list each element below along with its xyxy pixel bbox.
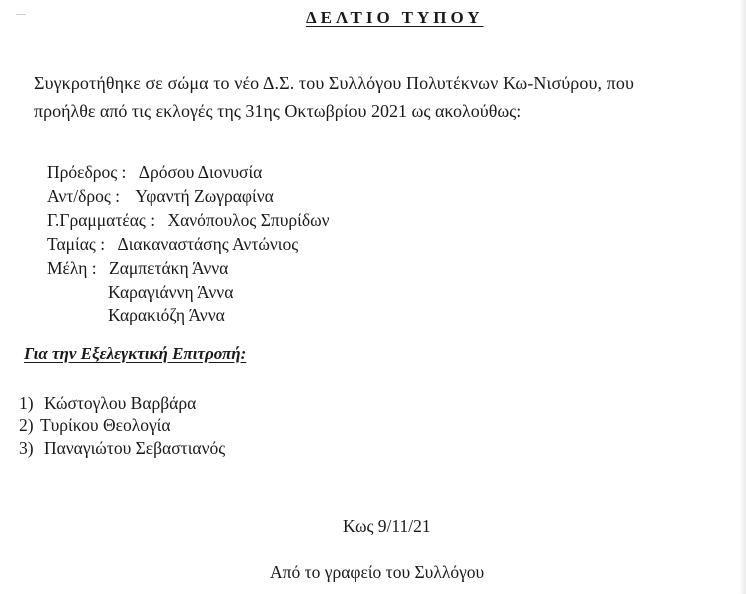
board-role-label: Πρόεδρος : bbox=[47, 162, 127, 182]
committee-number: 1) bbox=[19, 393, 34, 413]
place-date: Κως 9/11/21 bbox=[343, 516, 431, 536]
board-row-vice-president bbox=[47, 186, 274, 207]
board-role-label: Αντ/δρος : bbox=[47, 186, 121, 206]
committee-number: 2) bbox=[19, 415, 34, 435]
scan-mark bbox=[16, 14, 26, 15]
committee-number: 3) bbox=[19, 438, 34, 458]
committee-name: Κώστογλου Βαρβάρα bbox=[43, 393, 197, 413]
intro-line-1: Συγκροτήθηκε σε σώμα το νέο Δ.Σ. του Συλλόγου Πολυτέκνων Κω-Νισύρου, που bbox=[34, 73, 634, 93]
intro-line-2: προήλθε από τις εκλογές της 31ης Οκτωβρίου 2021 ως ακολούθως: bbox=[34, 101, 522, 121]
committee-member-3 bbox=[19, 438, 225, 459]
committee-member-1 bbox=[19, 393, 196, 414]
board-row-secretary bbox=[47, 210, 330, 231]
board-member-name: Χανόπουλος Σπυρίδων bbox=[167, 210, 330, 230]
board-row-member-2 bbox=[108, 282, 233, 303]
board-row-treasurer bbox=[47, 234, 298, 255]
board-member-name: Καρακιόζη Άννα bbox=[108, 305, 225, 325]
board-role-label: Ταμίας : bbox=[47, 234, 106, 254]
committee-heading: Για την Εξελεγκτική Επιτροπή: bbox=[24, 344, 247, 363]
board-row-member-3 bbox=[108, 305, 225, 326]
board-role-label: Μέλη : bbox=[47, 258, 97, 278]
page-edge-shadow bbox=[740, 0, 746, 594]
board-row-president bbox=[47, 162, 262, 183]
board-role-label: Γ.Γραμματέας : bbox=[47, 210, 156, 230]
document-title: ΔΕΛΤΙΟ ΤΥΠΟΥ bbox=[306, 8, 484, 27]
board-member-name: Ζαμπετάκη Άννα bbox=[109, 258, 229, 278]
board-member-name: Δρόσου Διονυσία bbox=[138, 162, 263, 182]
signature-line: Από το γραφείο του Συλλόγου bbox=[270, 562, 485, 582]
board-member-name: Υφαντή Ζωγραφίνα bbox=[135, 186, 274, 206]
board-member-name: Καραγιάννη Άννα bbox=[108, 282, 234, 302]
committee-name: Παναγιώτου Σεβαστιανός bbox=[43, 438, 226, 458]
board-row-members bbox=[47, 258, 228, 279]
committee-name: Τυρίκου Θεολογία bbox=[39, 415, 171, 435]
committee-member-2 bbox=[19, 415, 171, 436]
board-member-name: Διακαναστάσης Αντώνιος bbox=[117, 234, 299, 254]
